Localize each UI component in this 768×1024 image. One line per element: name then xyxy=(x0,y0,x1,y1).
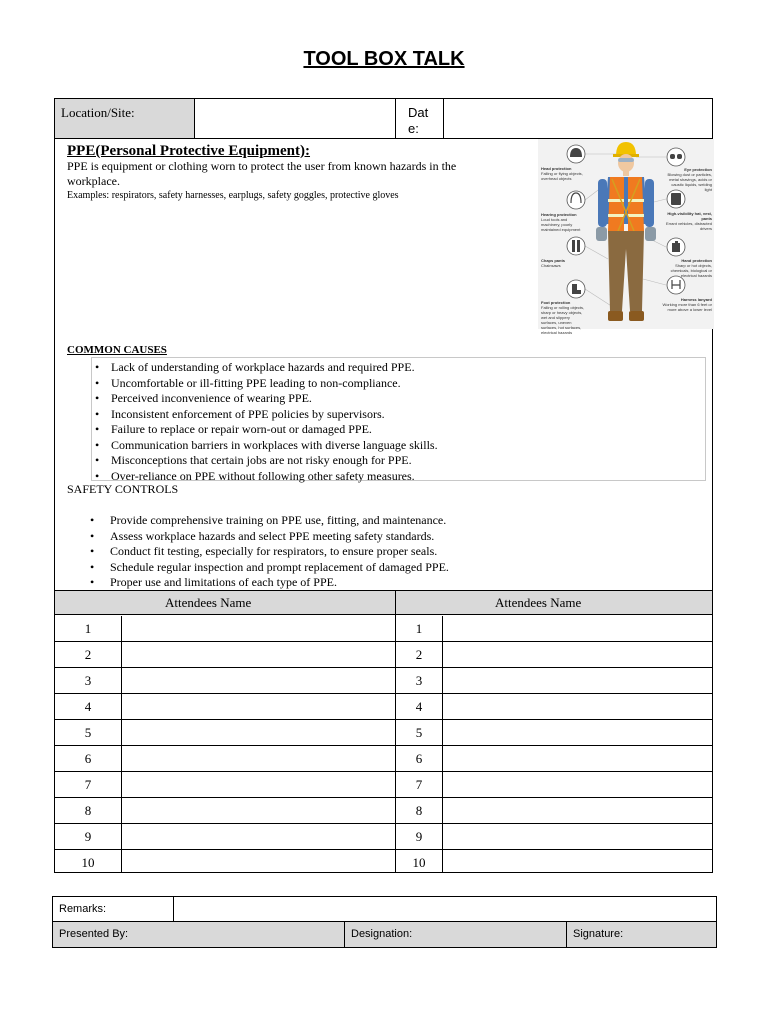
list-item: • Provide comprehensive training on PPE use, fitting, and maintenance. xyxy=(87,513,449,529)
row-number: 3 xyxy=(55,668,122,693)
signature-field[interactable]: Signature: xyxy=(573,928,624,940)
row-number: 4 xyxy=(396,694,443,719)
row-number: 6 xyxy=(396,746,443,771)
attendee-name-field[interactable] xyxy=(444,824,712,849)
row-number: 7 xyxy=(396,772,443,797)
earmuffs-icon xyxy=(567,191,585,209)
row-number: 1 xyxy=(55,616,122,641)
designation-field[interactable]: Designation: xyxy=(345,922,567,947)
row-number: 8 xyxy=(396,798,443,823)
common-causes-box xyxy=(91,357,706,481)
table-row xyxy=(55,642,712,668)
list-item: • Misconceptions that certain jobs are not risky enough for PPE. xyxy=(92,453,438,469)
date-label: Dat e: xyxy=(396,99,444,138)
table-row xyxy=(55,798,712,824)
ppe-infographic xyxy=(538,139,714,335)
list-item: • Proper use and limitations of each type of PPE. xyxy=(87,575,449,591)
list-item: • Inconsistent enforcement of PPE policies by supervisors. xyxy=(92,407,438,423)
chaps-pants-label: Chaps pants Chainsaws xyxy=(541,258,566,268)
attendee-name-field[interactable] xyxy=(122,642,395,667)
attendee-name-field[interactable] xyxy=(122,850,395,872)
row-number: 5 xyxy=(55,720,122,745)
row-number: 2 xyxy=(55,642,122,667)
common-causes-heading: COMMON CAUSES xyxy=(67,344,167,356)
list-item: • Failure to replace or repair worn-out or damaged PPE. xyxy=(92,422,438,438)
table-row xyxy=(55,616,712,642)
attendees-header xyxy=(55,590,712,615)
attendee-name-field[interactable] xyxy=(444,668,712,693)
date-field[interactable] xyxy=(444,99,712,138)
row-number: 1 xyxy=(396,616,443,641)
attendees-col2-header: Attendees Name xyxy=(495,595,582,610)
row-number: 8 xyxy=(55,798,122,823)
remarks-field[interactable] xyxy=(174,897,716,921)
table-row xyxy=(55,720,712,746)
attendee-name-field[interactable] xyxy=(444,642,712,667)
row-number: 10 xyxy=(396,850,443,872)
list-item: • Over-reliance on PPE without following other safety measures. xyxy=(92,469,438,485)
toolbox-talk-form xyxy=(54,98,713,873)
goggles-icon xyxy=(667,148,685,166)
row-number: 4 xyxy=(55,694,122,719)
row-number: 6 xyxy=(55,746,122,771)
attendee-name-field[interactable] xyxy=(444,798,712,823)
attendee-name-field[interactable] xyxy=(122,746,395,771)
attendee-name-field[interactable] xyxy=(122,720,395,745)
row-number: 5 xyxy=(396,720,443,745)
attendee-name-field[interactable] xyxy=(444,694,712,719)
attendee-name-field[interactable] xyxy=(444,720,712,745)
row-number: 10 xyxy=(55,850,122,872)
table-row xyxy=(55,694,712,720)
safety-controls-heading: SAFETY CONTROLS xyxy=(67,482,179,496)
row-number: 9 xyxy=(55,824,122,849)
attendees-col1-header: Attendees Name xyxy=(165,595,252,610)
list-item: • Conduct fit testing, especially for respirators, to ensure proper seals. xyxy=(87,544,449,560)
attendee-name-field[interactable] xyxy=(444,616,712,641)
attendee-name-field[interactable] xyxy=(122,772,395,797)
safety-controls-list xyxy=(87,513,449,591)
location-field[interactable] xyxy=(195,99,396,138)
signoff-row xyxy=(53,922,716,947)
remarks-row xyxy=(53,897,716,922)
row-number: 3 xyxy=(396,668,443,693)
remarks-label: Remarks: xyxy=(53,897,174,921)
list-item: • Schedule regular inspection and prompt replacement of damaged PPE. xyxy=(87,560,449,576)
attendee-name-field[interactable] xyxy=(122,694,395,719)
common-causes-list xyxy=(92,360,438,484)
attendee-name-field[interactable] xyxy=(444,746,712,771)
list-item: • Perceived inconvenience of wearing PPE. xyxy=(92,391,438,407)
head-protection-label: Head protection Falling or flying objects, overhead objects xyxy=(541,166,583,181)
presented-by-field[interactable]: Presented By: xyxy=(53,922,345,947)
row-number: 7 xyxy=(55,772,122,797)
document-title: TOOL BOX TALK xyxy=(303,48,465,70)
attendees-column-divider xyxy=(395,590,396,872)
ppe-examples: Examples: respirators, safety harnesses, earplugs, safety goggles, protective gloves xyxy=(67,190,399,201)
location-label: Location/Site: xyxy=(55,99,195,138)
ppe-heading: PPE(Personal Protective Equipment): xyxy=(67,143,311,159)
attendee-name-field[interactable] xyxy=(444,850,712,872)
harness-lanyard-label: Harness lanyard Working more than 6 feet or more above a lower level xyxy=(662,297,712,312)
eye-protection-label: Eye protection Blowing dust or particles, metal shavings, acids or caustic liquids, welding light xyxy=(667,167,712,192)
attendee-name-field[interactable] xyxy=(122,824,395,849)
list-item: • Assess workplace hazards and select PPE meeting safety standards. xyxy=(87,529,449,545)
high-visibility-label: High-visibility hat, vest, pants Errant vehicles, distracted drivers xyxy=(665,211,712,231)
row-number: 2 xyxy=(396,642,443,667)
table-row xyxy=(55,746,712,772)
worker-figure xyxy=(596,142,656,321)
header-row xyxy=(55,99,712,139)
table-row xyxy=(55,824,712,850)
list-item: • Lack of understanding of workplace hazards and required PPE. xyxy=(92,360,438,376)
row-number: 9 xyxy=(396,824,443,849)
attendee-name-field[interactable] xyxy=(444,772,712,797)
attendee-name-field[interactable] xyxy=(122,798,395,823)
ppe-description: PPE is equipment or clothing worn to protect the user from known hazards in the workplace. xyxy=(67,159,457,188)
foot-protection-label: Foot protection Falling or rolling objects, sharp or heavy objects, wet and slippery surfaces, uneven surfaces, hot surfaces, electrical hazards xyxy=(541,300,585,335)
attendee-name-field[interactable] xyxy=(122,616,395,641)
table-row xyxy=(55,850,712,872)
chaps-icon xyxy=(567,237,585,255)
table-row xyxy=(55,772,712,798)
hearing-protection-label: Hearing protection Loud tools and machinery, poorly maintained equipment xyxy=(541,212,581,232)
list-item: • Uncomfortable or ill-fitting PPE leading to non-compliance. xyxy=(92,376,438,392)
footer-table xyxy=(52,896,717,948)
hand-protection-label: Hand protection Sharp or hot objects, chemicals, biological or electrical hazards xyxy=(670,258,712,278)
attendee-name-field[interactable] xyxy=(122,668,395,693)
list-item: • Communication barriers in workplaces with diverse language skills. xyxy=(92,438,438,454)
table-row xyxy=(55,668,712,694)
